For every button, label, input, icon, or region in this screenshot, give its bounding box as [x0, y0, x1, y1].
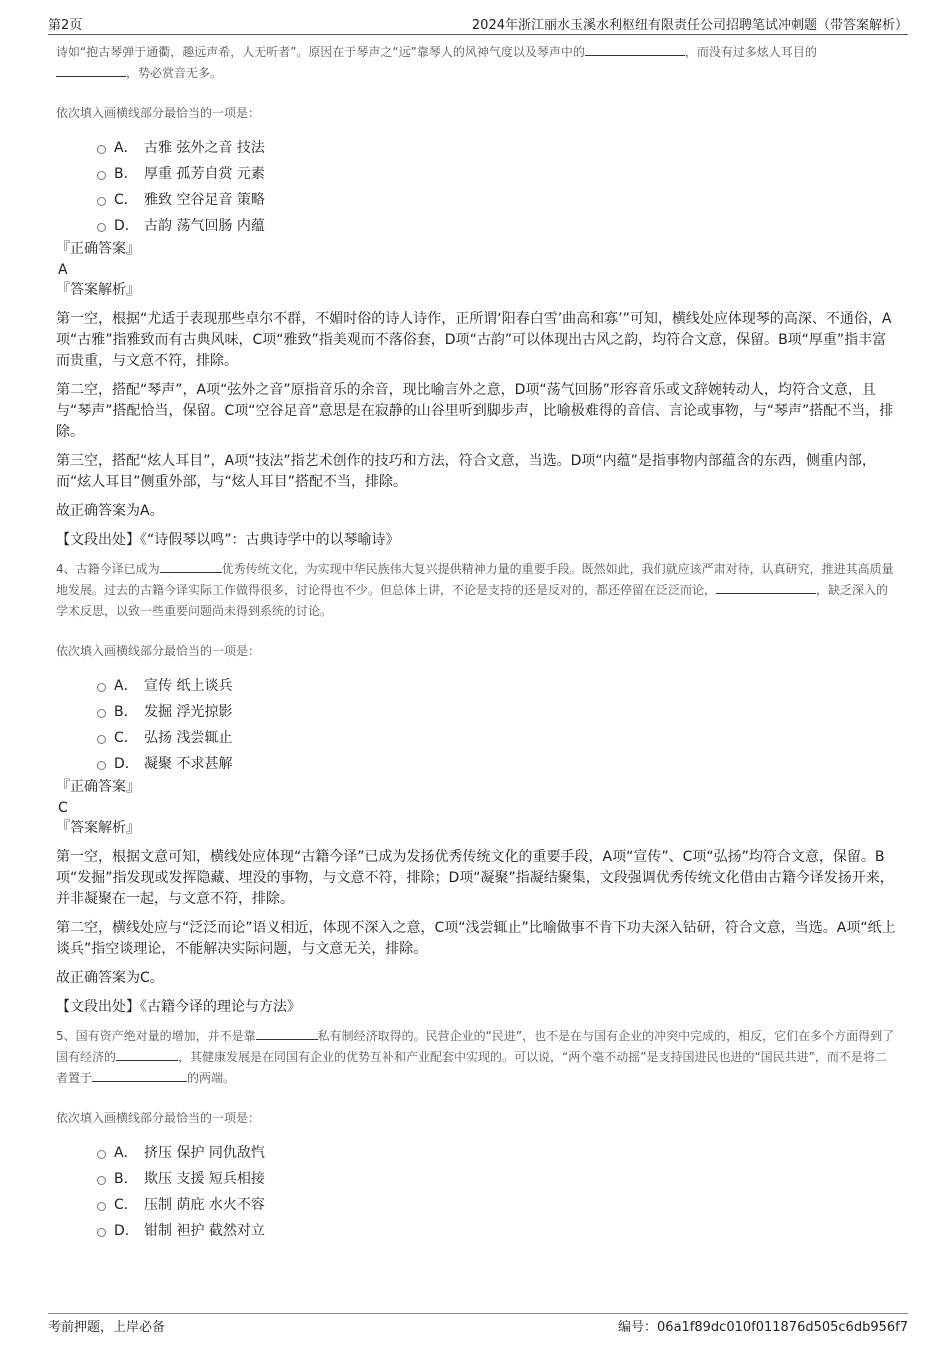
analysis-conclusion: 故正确答案为C。	[56, 970, 164, 986]
option-b[interactable]	[96, 1166, 898, 1192]
option-text: 古雅 弦外之音 技法	[144, 140, 265, 156]
question-5-text	[56, 1026, 898, 1089]
radio-icon[interactable]	[97, 197, 106, 206]
analysis-paragraph: 第三空，搭配“炫人耳目”，A项“技法”指艺术创作的技巧和方法，符合文意，当选。D项“内蕴”是指事物内部蕴含的东西，侧重内部，而“炫人耳目”侧重外部，与“炫人耳目”搭配不当，排除。	[56, 453, 876, 490]
option-d[interactable]	[96, 751, 898, 777]
analysis-paragraph: 第一空，根据“尤适于表现那些卓尔不群，不媚时俗的诗人诗作，正所谓‘阳春白雪’曲高和寡’”可知，横线处应体现琴的高深、不通俗，A项“古雅”指雅致而有古典风味，C项“雅致”指美观而不落俗套，D项“古韵”可以体现出古风之韵，均符合文意，保留。B项“厚重”指丰富而贵重，与文意不符，排除。	[56, 311, 892, 369]
page-footer	[48, 1313, 908, 1336]
option-b[interactable]	[96, 699, 898, 725]
radio-icon[interactable]	[97, 683, 106, 692]
analysis-conclusion: 故正确答案为A。	[56, 503, 164, 519]
option-text: 弘扬 浅尝辄止	[144, 730, 233, 746]
source-citation: 【文段出处】《古籍今译的理论与方法》	[56, 999, 301, 1015]
option-a[interactable]	[96, 135, 898, 161]
option-text: 压制 荫庇 水火不容	[144, 1197, 265, 1213]
option-c[interactable]	[96, 1192, 898, 1218]
question-5-options	[96, 1140, 898, 1244]
option-text: 欺压 支援 短兵相接	[144, 1171, 265, 1187]
fill-blank	[92, 1069, 187, 1082]
option-letter: D．	[114, 756, 139, 772]
answer-label: 『正确答案』	[56, 779, 140, 795]
question-3-text	[56, 42, 898, 84]
fill-blank	[160, 560, 222, 573]
question-5-text-part: 的两端。	[187, 1071, 236, 1085]
option-letter: C．	[114, 1197, 138, 1213]
page-number: 第2页	[48, 18, 83, 33]
option-text: 发掘 浮光掠影	[144, 704, 233, 720]
document-body	[56, 42, 898, 1244]
option-a[interactable]	[96, 673, 898, 699]
fill-blank	[56, 64, 126, 77]
question-4-options	[96, 673, 898, 777]
option-b[interactable]	[96, 161, 898, 187]
answer-value: C	[58, 800, 68, 816]
option-text: 凝聚 不求甚解	[144, 756, 233, 772]
question-3-text-part: ，而没有过多炫人耳目的	[684, 45, 817, 59]
option-letter: B．	[114, 704, 138, 720]
footer-slogan: 考前押题，上岸必备	[48, 1320, 166, 1335]
radio-icon[interactable]	[97, 145, 106, 154]
question-3-options	[96, 135, 898, 239]
fill-blank	[116, 1048, 178, 1061]
radio-icon[interactable]	[97, 709, 106, 718]
analysis-paragraph: 第一空，根据文意可知，横线处应体现“古籍今译”已成为发扬优秀传统文化的重要手段，A项“宣传”、C项“弘扬”均符合文意，保留。B项“发掘”指发现或发挥隐藏、埋没的事物，与文意不符，排除；D项“凝聚”指凝结聚集，文段强调优秀传统文化借由古籍今译发扬开来，并非凝聚在一起，与文意不符，排除。	[56, 849, 894, 907]
option-text: 厚重 孤芳自赏 元素	[144, 166, 265, 182]
option-letter: A．	[114, 1145, 138, 1161]
question-4-text	[56, 559, 898, 622]
radio-icon[interactable]	[97, 1176, 106, 1185]
option-letter: D．	[114, 1223, 139, 1239]
option-d[interactable]	[96, 1218, 898, 1244]
radio-icon[interactable]	[97, 1228, 106, 1237]
question-4-text-part: ，缺乏深入的学术反思，以致一些重要问题尚未得到系统的讨论。	[56, 583, 889, 618]
option-d[interactable]	[96, 213, 898, 239]
radio-icon[interactable]	[97, 735, 106, 744]
fill-blank	[585, 43, 685, 56]
radio-icon[interactable]	[97, 223, 106, 232]
question-3-text-part: ，势必赏音无多。	[126, 66, 223, 80]
analysis-label: 『答案解析』	[56, 820, 140, 836]
option-letter: B．	[114, 1171, 138, 1187]
fill-blank	[256, 1027, 318, 1040]
fill-blank	[716, 581, 816, 594]
option-text: 挤压 保护 同仇敌忾	[144, 1145, 265, 1161]
analysis-paragraph: 第二空，搭配“琴声”，A项“弦外之音”原指音乐的余音，现比喻言外之意，D项“荡气回肠”形容音乐或文辞婉转动人，均符合文意，且与“琴声”搭配恰当，保留。C项“空谷足音”意思是在寂静的山谷里听到脚步声，比喻极难得的音信、言论或事物，与“琴声”搭配不当，排除。	[56, 382, 894, 440]
question-4-text-part: 优秀传统文化，为实现中华民族伟大复兴提供精神力量的重要手段。既然如此，我们就应该严肃对待，认真研究，推进其高质量地发展。过去的古籍今译实际工作做得很多，讨论得也不少。但总体上讲，不论是支持的还是反对的，都还停留在泛泛而论，	[56, 562, 894, 597]
question-5-text-part: ，其健康发展是在同国有企业的优势互补和产业配套中实现的。可以说，“两个毫不动摇”是支持国进民也进的“国民共进”，而不是将二者置于	[56, 1050, 887, 1085]
analysis-paragraph: 第二空，横线处应与“泛泛而论”语义相近，体现不深入之意，C项“浅尝辄止”比喻做事不肯下功夫深入钻研，符合文意，当选。A项“纸上谈兵”指空谈理论，不能解决实际问题，与文意无关，排除。	[56, 920, 896, 957]
question-5-text-part: 5、国有资产绝对量的增加，并不是靠	[56, 1029, 256, 1043]
option-letter: A．	[114, 678, 138, 694]
option-letter: C．	[114, 192, 138, 208]
option-text: 雅致 空谷足音 策略	[144, 192, 265, 208]
answer-label: 『正确答案』	[56, 241, 140, 257]
question-4-text-part: 4、古籍今译已成为	[56, 562, 160, 576]
radio-icon[interactable]	[97, 171, 106, 180]
document-id: 编号：06a1f89dc010f011876d505c6db956f7	[618, 1320, 908, 1335]
source-citation: 【文段出处】《“诗假琴以鸣”：古典诗学中的以琴喻诗》	[56, 532, 400, 548]
answer-value: A	[58, 262, 68, 278]
option-letter: B．	[114, 166, 138, 182]
option-text: 钳制 袒护 截然对立	[144, 1223, 265, 1239]
document-title: 2024年浙江丽水玉溪水利枢纽有限责任公司招聘笔试冲刺题（带答案解析）	[471, 18, 908, 33]
radio-icon[interactable]	[97, 761, 106, 770]
page-header	[48, 12, 908, 35]
option-text: 宣传 纸上谈兵	[144, 678, 233, 694]
question-5-instruction: 依次填入画横线部分最恰当的一项是：	[56, 1111, 261, 1125]
option-letter: A．	[114, 140, 138, 156]
option-c[interactable]	[96, 725, 898, 751]
question-4-instruction: 依次填入画横线部分最恰当的一项是：	[56, 644, 261, 658]
radio-icon[interactable]	[97, 1150, 106, 1159]
option-letter: C．	[114, 730, 138, 746]
question-3-text-part: 诗如“抱古琴弹于通衢，趣远声希，人无听者”。原因在于琴声之“远”靠琴人的风神气度以及琴声中的	[56, 45, 585, 59]
option-letter: D．	[114, 218, 139, 234]
option-text: 古韵 荡气回肠 内蕴	[144, 218, 265, 234]
question-5-text-part: 私有制经济取得的。民营企业的“民进”，也不是在与国有企业的冲突中完成的，相反，它们在多个方面得到了国有经济的	[56, 1029, 895, 1064]
radio-icon[interactable]	[97, 1202, 106, 1211]
option-a[interactable]	[96, 1140, 898, 1166]
analysis-label: 『答案解析』	[56, 282, 140, 298]
option-c[interactable]	[96, 187, 898, 213]
question-3-instruction: 依次填入画横线部分最恰当的一项是：	[56, 106, 261, 120]
